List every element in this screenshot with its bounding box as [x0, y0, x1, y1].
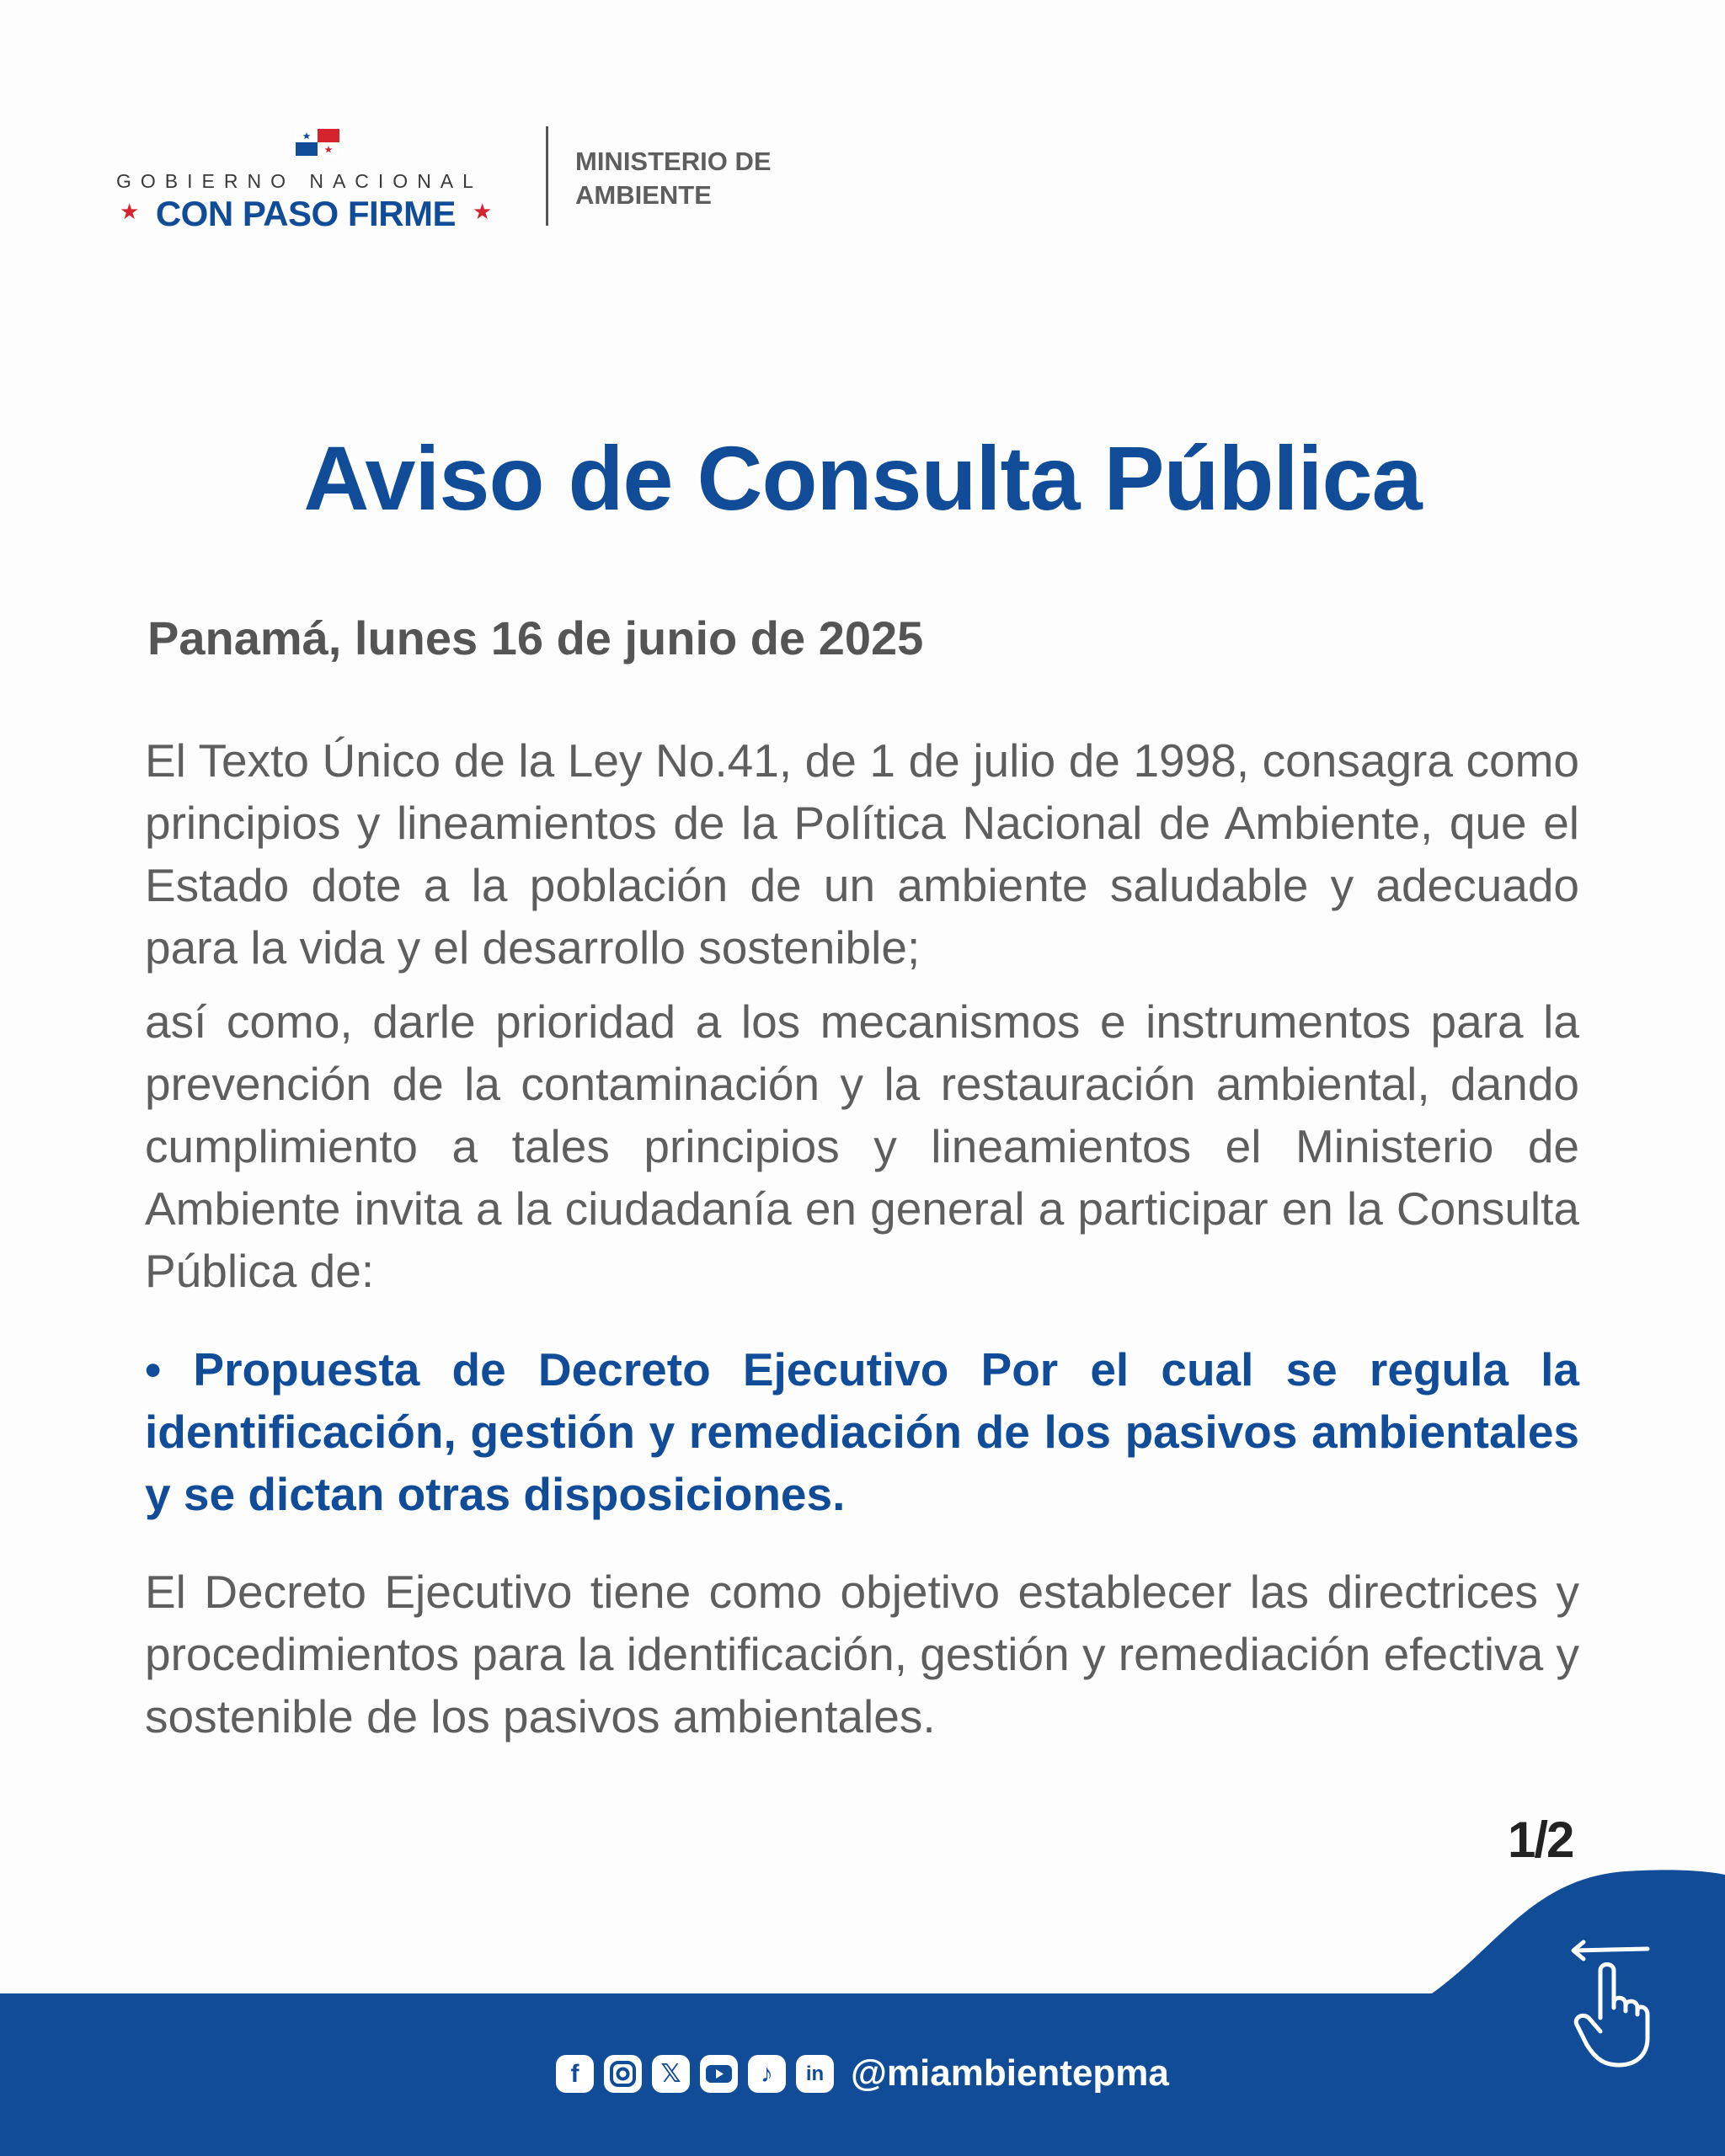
- page-indicator: 1/2: [1508, 1812, 1573, 1868]
- ministry-line-1: MINISTERIO DE: [575, 147, 772, 176]
- linkedin-icon[interactable]: in: [796, 2055, 834, 2093]
- government-tagline: GOBIERNO NACIONAL: [116, 170, 483, 192]
- x-icon[interactable]: 𝕏: [652, 2055, 690, 2093]
- tiktok-icon[interactable]: ♪: [748, 2055, 786, 2093]
- social-handle[interactable]: @miambientepma: [851, 2052, 1169, 2094]
- facebook-icon[interactable]: f: [556, 2055, 594, 2093]
- paragraph-objective: El Decreto Ejecutivo tiene como objetivo establecer las directrices y procedimientos para la identificación, gestión y remediación efectiva y sostenible de los pasivos ambientales.: [145, 1566, 1579, 1742]
- instagram-icon[interactable]: [604, 2055, 642, 2093]
- decree-proposal-bullet: • Propuesta de Decreto Ejecutivo Por el cual se regula la identificación, gestión y remediación de los pasivos ambientales y se dictan otras disposiciones.: [145, 1343, 1579, 1520]
- swipe-hand-icon[interactable]: [1558, 1937, 1659, 2072]
- page-title: Aviso de Consulta Pública: [303, 427, 1422, 529]
- instagram-glyph: [604, 2055, 642, 2093]
- paragraph-invitation: así como, darle prioridad a los mecanismos e instrumentos para la prevención de la contaminación y la restauración ambiental, dando cumplimiento a tales principios y lineamientos el Ministerio de Ambiente invita a la ciudadanía en general a participar en la Consulta Pública de:: [145, 995, 1579, 1297]
- youtube-glyph: [700, 2055, 738, 2093]
- ministry-line-2: AMBIENTE: [575, 180, 712, 210]
- paragraph-intro: El Texto Único de la Ley No.41, de 1 de julio de 1998, consagra como principios y lineamientos de la Política Nacional de Ambiente, que el Estado dote a la población de un ambiente saludable y adecuado para la vida y el desarrollo sostenible;: [145, 734, 1579, 974]
- notice-date: Panamá, lunes 16 de junio de 2025: [147, 611, 924, 664]
- slogan-text: CON PASO FIRME: [155, 194, 457, 233]
- star-icon: ★: [120, 199, 139, 224]
- youtube-icon[interactable]: [700, 2055, 738, 2093]
- star-icon: ★: [473, 199, 492, 224]
